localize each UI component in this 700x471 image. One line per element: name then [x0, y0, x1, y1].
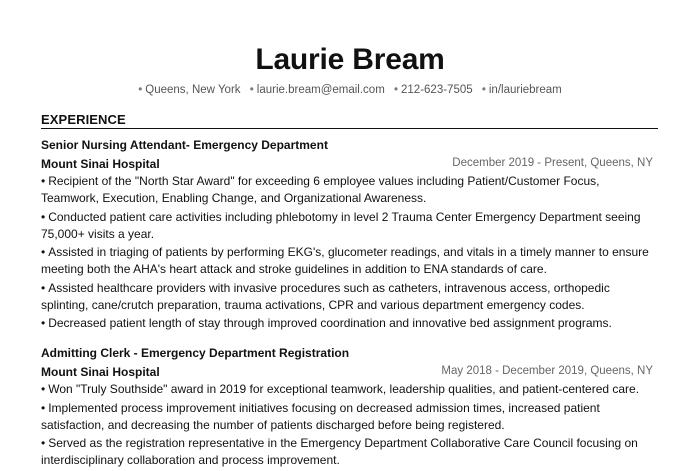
job-bullet-text: Conducted patient care activities including phlebotomy in level 2 Trauma Center Emergency Department seeing 75,000+ visits a year. — [41, 209, 641, 241]
job-bullet-text: Implemented process improvement initiatives focusing on decreased admission times, increased patient satisfaction, and decreasing the number of patients discharged before being registered. — [41, 400, 600, 432]
job-organization: Mount Sinai Hospital — [41, 157, 160, 171]
job-org-line — [41, 154, 658, 173]
bullet-dot: • — [41, 382, 46, 396]
contact-line — [0, 82, 700, 98]
job-bullet-text: Served as the registration representative in the Emergency Department Collaborative Care Council focusing on interdisciplinary collaboration and process improvement. — [41, 436, 638, 467]
section-title-experience: EXPERIENCE — [41, 112, 126, 127]
job-bullet-text: Won "Truly Southside" award in 2019 for exceptional teamwork, leadership qualities, and patient-centered care. — [48, 382, 640, 396]
job-bullet — [41, 173, 658, 207]
job-organization: Mount Sinai Hospital — [41, 365, 160, 379]
job-dates: December 2019 - Present, Queens, NY — [452, 157, 653, 169]
job-bullet — [41, 244, 658, 278]
contact-separator: • — [138, 84, 143, 96]
job-dates: May 2018 - December 2019, Queens, NY — [441, 365, 653, 377]
job-bullet-text: Assisted healthcare providers with invasive procedures such as catheters, intravenous access, orthopedic splinting, cane/crutch preparation, trauma activations, CPR and various department emergency codes. — [41, 280, 610, 312]
job-bullet-text: Assisted in triaging of patients by performing EKG's, glucometer readings, and vitals in a timely manner to ensure meeting both the AHA's heart attack and stroke guidelines in addition to ENA standards of care. — [41, 245, 649, 276]
contact-location: Queens, New York — [145, 84, 241, 96]
job-bullet-text: Recipient of the "North Star Award" for exceeding 6 employee values including Patient/Customer Focus, Teamwork, Execution, Enabling Change, and Organizational Awareness. — [41, 174, 600, 205]
contact-separator: • — [249, 84, 254, 96]
job-entry — [41, 137, 658, 334]
bullet-dot: • — [41, 280, 46, 295]
candidate-name: Laurie Bream — [255, 43, 445, 76]
job-bullet-text: Decreased patient length of stay through improved coordination and innovative bed assignment programs. — [48, 316, 612, 330]
job-bullet — [41, 400, 658, 434]
bullet-dot: • — [41, 316, 46, 330]
section-divider — [41, 128, 658, 129]
job-bullet — [41, 315, 658, 332]
job-bullet — [41, 280, 658, 314]
job-bullet-list — [41, 173, 658, 332]
job-bullet — [41, 209, 658, 243]
bullet-dot: • — [41, 245, 46, 259]
contact-phone: 212-623-7505 — [401, 84, 473, 96]
job-bullet — [41, 381, 658, 398]
job-org-line — [41, 362, 658, 381]
job-entry — [41, 345, 658, 471]
job-title: Senior Nursing Attendant- Emergency Department — [41, 138, 328, 152]
job-bullet — [41, 435, 658, 469]
contact-email[interactable]: laurie.bream@email.com — [256, 84, 385, 96]
bullet-dot: • — [41, 436, 46, 450]
job-title: Admitting Clerk - Emergency Department Registration — [41, 346, 350, 360]
job-bullet-list — [41, 381, 658, 469]
contact-linkedin[interactable]: in/lauriebream — [488, 84, 562, 96]
bullet-dot: • — [41, 400, 46, 415]
bullet-dot: • — [41, 174, 46, 188]
bullet-dot: • — [41, 209, 46, 224]
contact-separator: • — [393, 84, 399, 96]
contact-separator: • — [481, 84, 486, 96]
